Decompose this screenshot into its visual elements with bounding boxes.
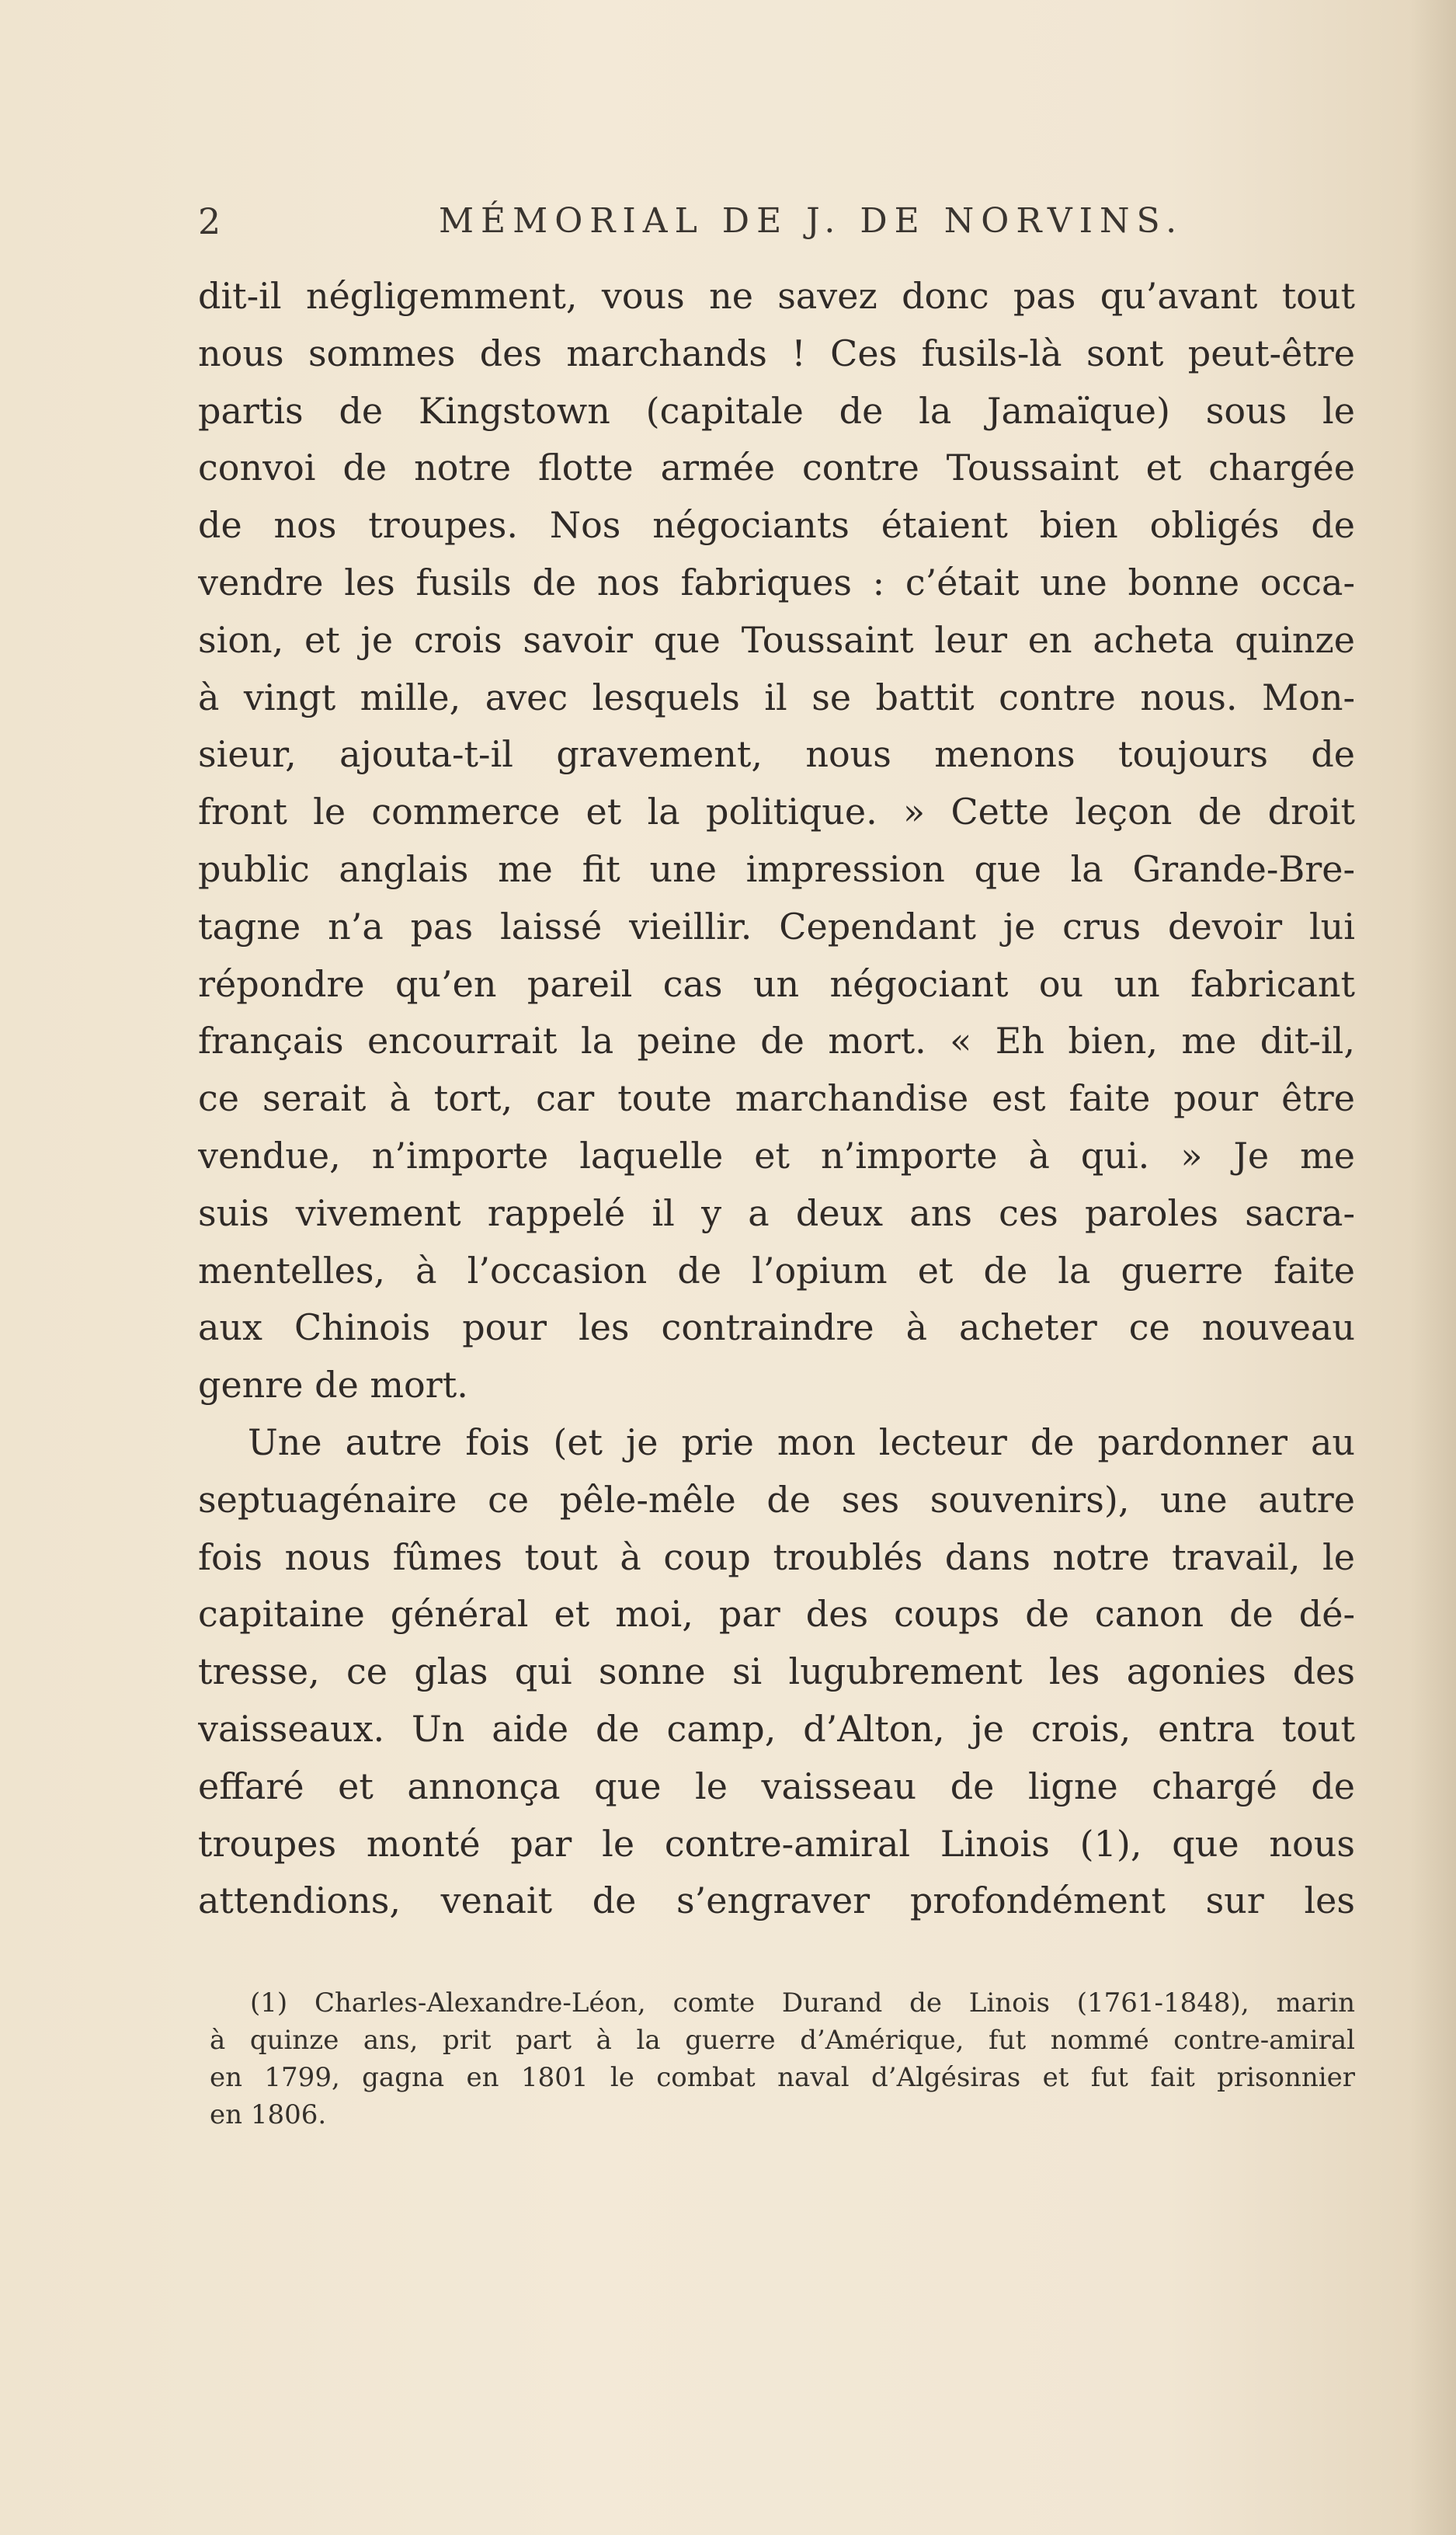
text-line: front le commerce et la politique. » Cette leçon de droit [198,791,1355,833]
text-line: capitaine général et moi, par des coups de canon de dé- [198,1593,1355,1636]
text-line: français encourrait la peine de mort. « Eh bien, me dit-il, [198,1020,1355,1062]
text-line: fois nous fûmes tout à coup troublés dans notre travail, le [198,1535,1355,1578]
text-line: sion, et je crois savoir que Toussaint leur en acheta quinze [198,618,1355,661]
text-line: suis vivement rappelé il y a deux ans ces paroles sacra- [198,1191,1355,1234]
footnote-line: (1) Charles-Alexandre-Léon, comte Durand de Linois (1761-1848), marin [250,1987,1355,2019]
page-edge-shadow [1409,0,1456,2535]
text-line: aux Chinois pour les contraindre à acheter ce nouveau [198,1306,1355,1349]
text-line: à vingt mille, avec lesquels il se battit contre nous. Mon- [198,676,1355,718]
text-line: répondre qu’en pareil cas un négociant ou un fabricant [198,962,1355,1005]
text-line: nous sommes des marchands ! Ces fusils-là sont peut-être [198,332,1355,374]
text-line: septuagénaire ce pêle-mêle de ses souvenirs), une autre [198,1478,1355,1521]
text-line: de nos troupes. Nos négociants étaient bien obligés de [198,504,1355,547]
text-line: vendue, n’importe laquelle et n’importe à qui. » Je me [198,1134,1355,1177]
footnote-line: en 1799, gagna en 1801 le combat naval d’Algésiras et fut fait prisonnier [210,2062,1355,2093]
text-line: partis de Kingstown (capitale de la Jamaïque) sous le [198,389,1355,432]
running-header [198,194,1308,249]
text-line-paragraph-end: genre de mort. [198,1364,468,1407]
text-line: convoi de notre flotte armée contre Toussaint et chargée [198,447,1355,489]
text-line: troupes monté par le contre-amiral Linois (1), que nous [198,1822,1355,1865]
text-line: public anglais me fit une impression que la Grande-Bre- [198,847,1355,890]
footnote-line: en 1806. [210,2099,327,2130]
text-line: sieur, ajouta-t-il gravement, nous menons toujours de [198,733,1355,776]
footnote-line: à quinze ans, prit part à la guerre d’Amérique, fut nommé contre-amiral [210,2025,1355,2056]
footnote [210,1984,1355,2133]
text-line: effaré et annonça que le vaisseau de ligne chargé de [198,1765,1355,1807]
text-line-paragraph-start: Une autre fois (et je prie mon lecteur de pardonner au [248,1421,1355,1463]
text-line: mentelles, à l’occasion de l’opium et de la guerre faite [198,1249,1355,1292]
main-text [198,268,1355,1930]
page-number: 2 [198,200,221,242]
text-line: vendre les fusils de nos fabriques : c’était une bonne occa- [198,561,1355,603]
text-line: ce serait à tort, car toute marchandise est faite pour être [198,1077,1355,1120]
running-title: MÉMORIAL DE J. DE NORVINS. [439,201,1184,241]
text-line: attendions, venait de s’engraver profondément sur les [198,1880,1355,1922]
text-line: tresse, ce glas qui sonne si lugubrement les agonies des [198,1650,1355,1693]
text-line: vaisseaux. Un aide de camp, d’Alton, je crois, entra tout [198,1707,1355,1750]
text-line: dit-il négligemment, vous ne savez donc pas qu’avant tout [198,275,1355,317]
text-line: tagne n’a pas laissé vieillir. Cependant je crus devoir lui [198,905,1355,948]
